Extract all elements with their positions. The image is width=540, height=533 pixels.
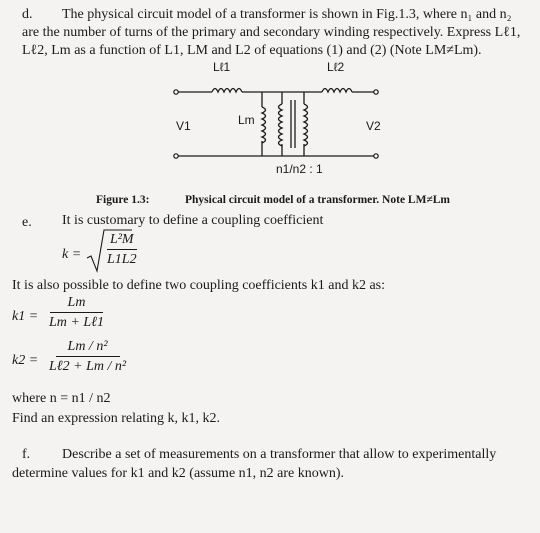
k-denominator: L1L2 (107, 252, 137, 267)
label-le1: Lℓ1 (213, 60, 231, 74)
k2-denominator: Lℓ2 + Lm / n² (49, 359, 127, 374)
ideal-primary-coil (279, 104, 283, 146)
k1-denominator: Lm + Lℓ1 (49, 315, 104, 330)
k1-equation-fraction (46, 294, 107, 331)
section-d-line-1: The physical circuit model of a transformer is shown in Fig.1.3, where n₁ and n₂ (62, 7, 512, 22)
section-e-line-2: It is also possible to define two coupling coefficients k1 and k2 as: (12, 278, 386, 293)
k1-equation-lhs: k1 = (12, 309, 39, 324)
terminal-bottom-left (174, 154, 178, 158)
terminal-top-left (174, 90, 178, 94)
section-f-line-1: Describe a set of measurements on a transformer that allow to experimentally (62, 447, 497, 462)
find-expression-instruction: Find an expression relating k, k1, k2. (12, 411, 221, 426)
section-f-label: f. (22, 447, 31, 462)
label-turns-ratio: n1/n2 : 1 (276, 162, 323, 176)
section-e-line-1: It is customary to define a coupling coefficient (62, 213, 324, 228)
section-e-label: e. (22, 215, 32, 230)
k2-equation-fraction (46, 338, 129, 375)
section-d-label: d. (22, 7, 33, 22)
ideal-secondary-coil (304, 104, 308, 146)
figure-number: Figure 1.3: (96, 194, 150, 206)
k2-equation-lhs: k2 = (12, 353, 39, 368)
label-v2: V2 (366, 119, 381, 133)
section-f-line-2: determine values for k1 and k2 (assume n1, n2 are known). (12, 466, 345, 481)
k-equation-fraction (104, 231, 140, 268)
transformer-circuit-diagram (0, 0, 540, 200)
label-lm: Lm (238, 113, 255, 127)
section-d-line-3: Lℓ2, Lm as a function of L1, LM and L2 of equations (1) and (2) (Note LM≠Lm). (22, 43, 482, 58)
k-equation-lhs: k = (62, 247, 82, 262)
where-n-definition: where n = n1 / n2 (12, 391, 111, 406)
terminal-top-right (374, 90, 378, 94)
figure-caption: Physical circuit model of a transformer. Note LM≠Lm (185, 194, 451, 206)
section-d-line-2: are the number of turns of the primary and secondary winding respectively. Express Lℓ1, (22, 25, 521, 40)
leakage-inductor-1-coil (212, 89, 242, 93)
terminal-bottom-right (374, 154, 378, 158)
magnetizing-inductor-coil (262, 107, 266, 143)
leakage-inductor-2-coil (322, 89, 352, 93)
label-le2: Lℓ2 (327, 60, 345, 74)
k1-numerator: Lm (50, 294, 104, 313)
k-numerator: L²M (107, 231, 137, 250)
k2-numerator: Lm / n² (56, 338, 120, 357)
label-v1: V1 (176, 119, 191, 133)
